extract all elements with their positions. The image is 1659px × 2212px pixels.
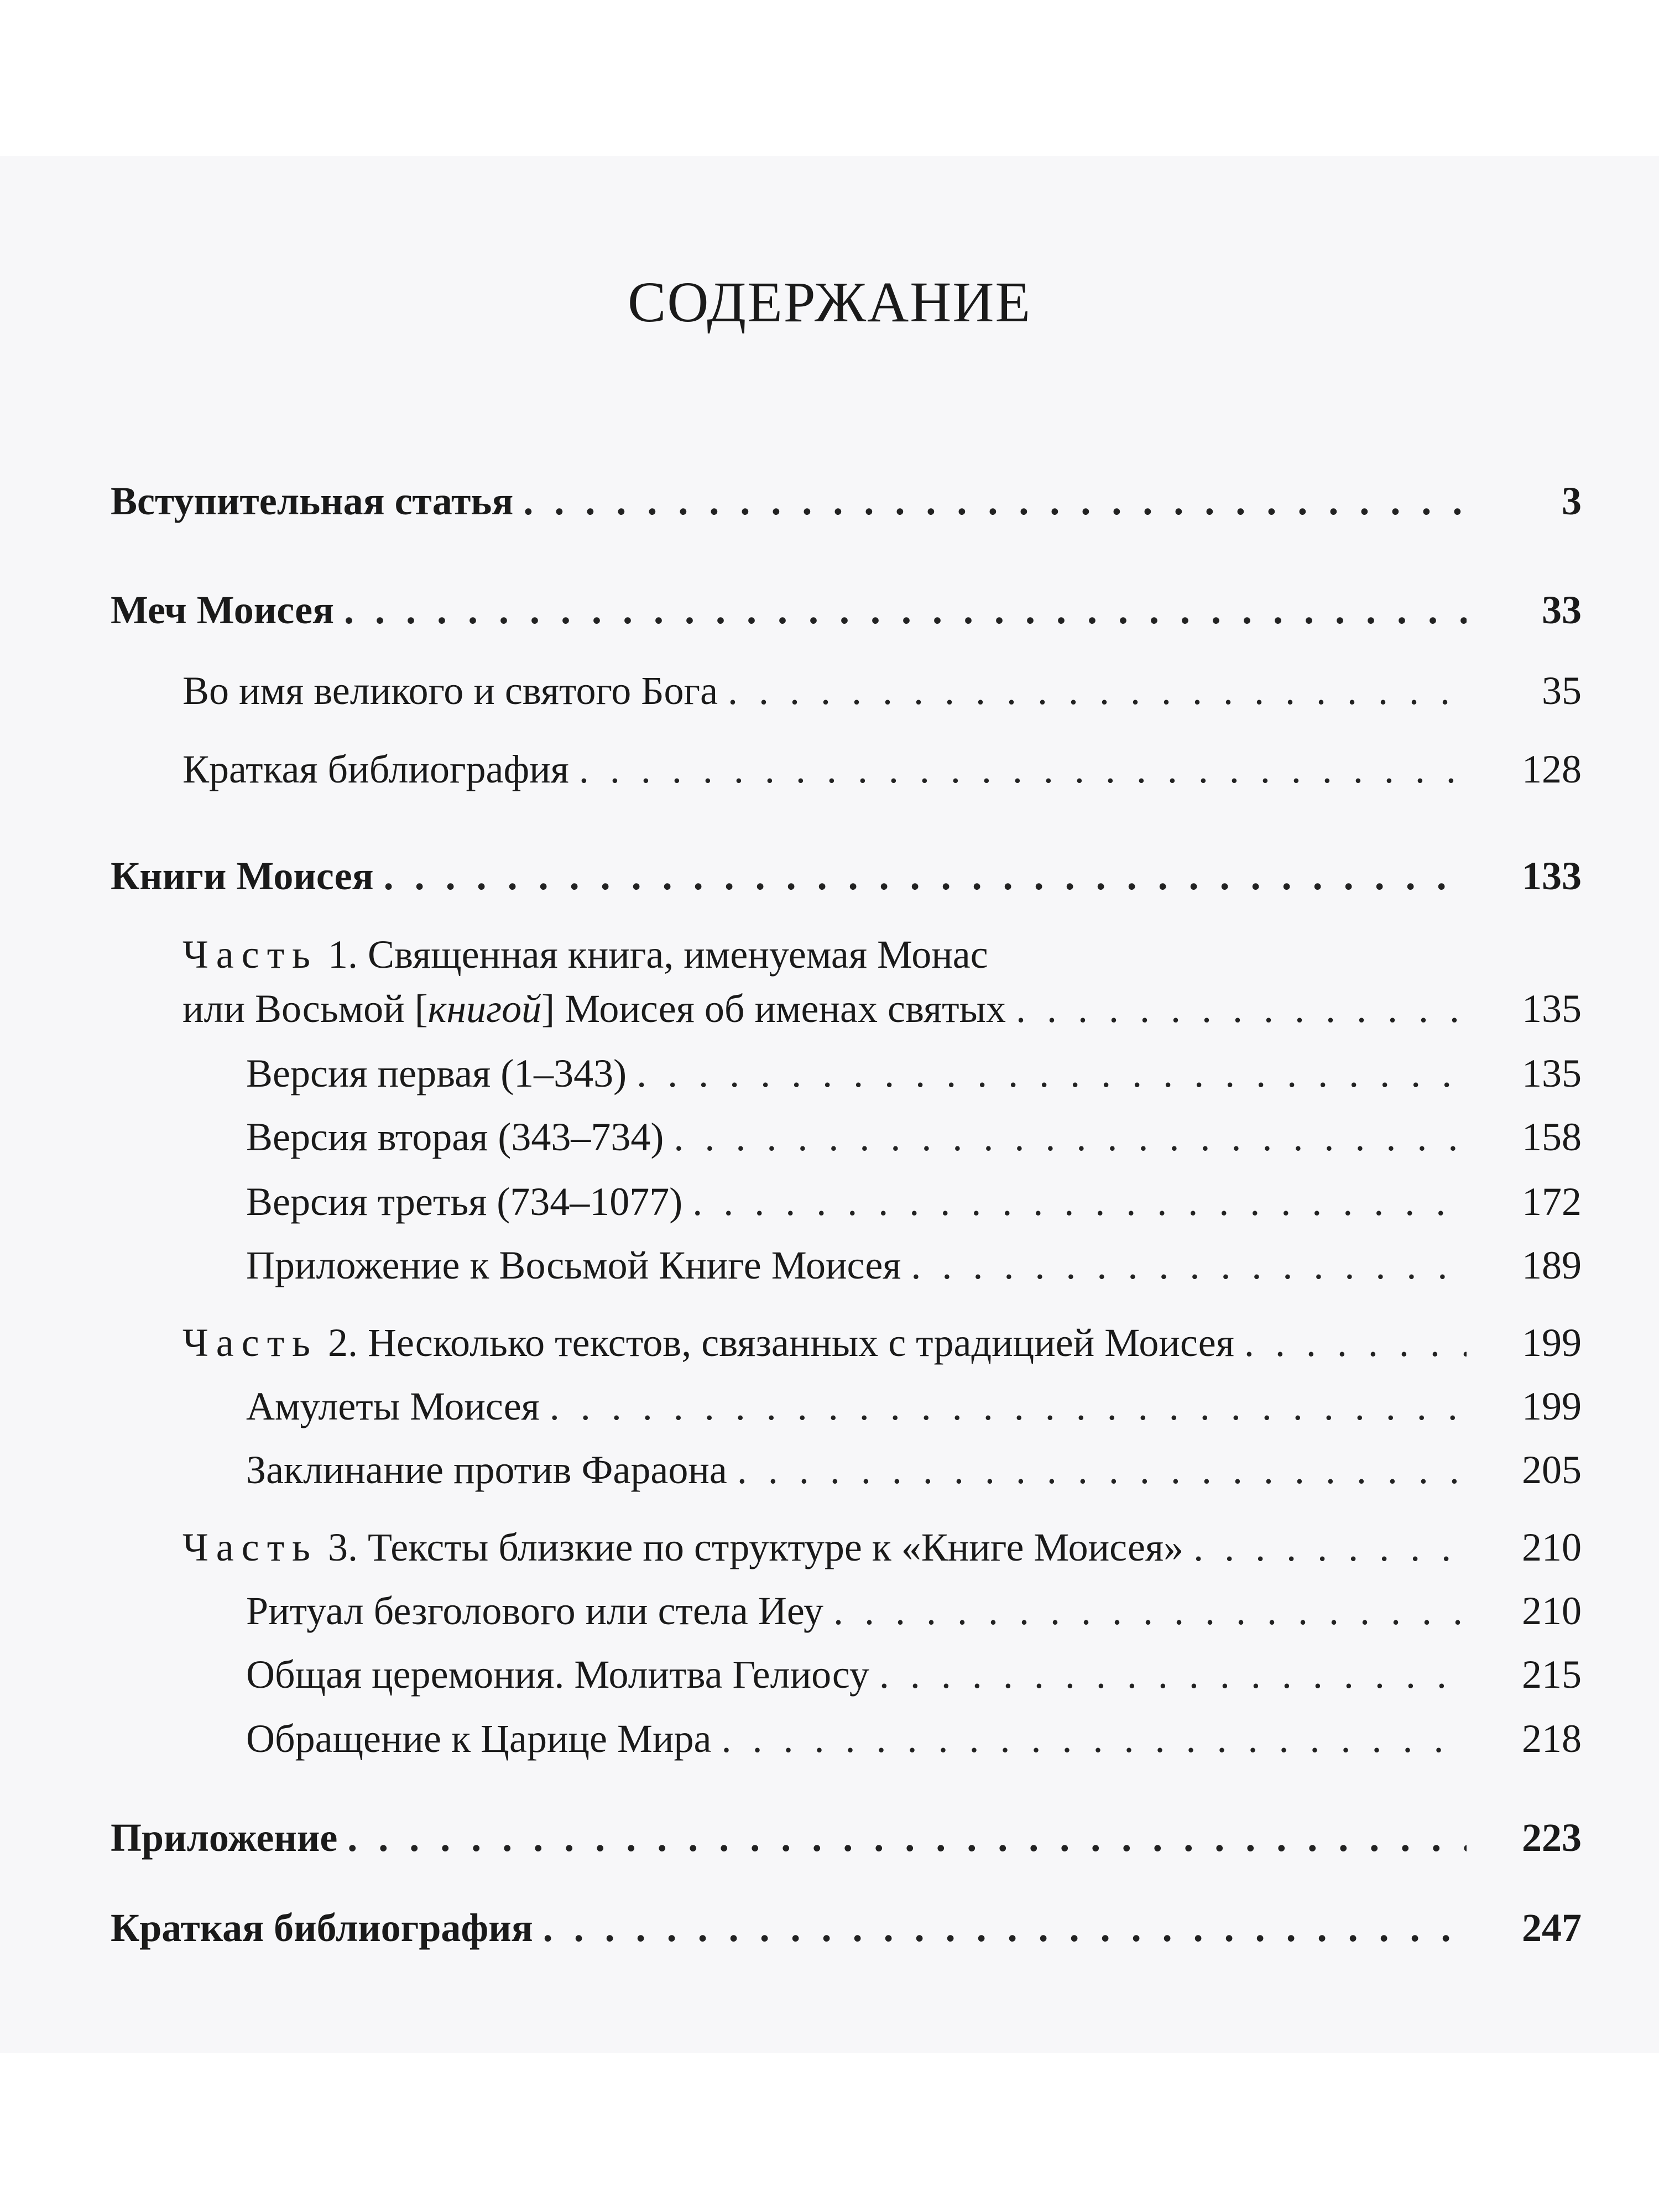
toc-entry-v2[interactable]	[246, 1117, 1582, 1157]
toc-entry-part3[interactable]	[182, 1527, 1582, 1567]
toc-entry-intro[interactable]	[111, 481, 1582, 521]
toc-page-number: 135	[1522, 987, 1582, 1031]
toc-entry-label: Версия вторая (343–734)	[246, 1115, 664, 1159]
part-title: 2. Несколько текстов, связанных с традицией Моисея	[328, 1321, 1234, 1365]
toc-page-number: 199	[1522, 1384, 1582, 1428]
toc-entry-label: Обращение к Царице Мира	[246, 1717, 712, 1761]
dot-leader	[692, 1182, 1467, 1222]
toc-page-number: 215	[1522, 1652, 1582, 1697]
toc-entry-label: Заклинание против Фараона	[246, 1448, 727, 1492]
toc-page-number: 205	[1522, 1448, 1582, 1492]
toc-page-number: 247	[1522, 1906, 1582, 1950]
dot-leader	[1193, 1527, 1467, 1567]
toc-entry-label	[182, 1323, 1234, 1363]
part-prefix: Часть	[182, 932, 319, 977]
dot-leader	[674, 1117, 1467, 1157]
toc-entry-label	[182, 1527, 1183, 1567]
dot-leader	[579, 749, 1467, 789]
dot-leader	[721, 1719, 1467, 1759]
toc-entry-biblio[interactable]	[111, 1908, 1582, 1948]
part-prefix: Часть	[182, 1321, 319, 1365]
dot-leader	[637, 1053, 1467, 1093]
toc-page-number: 3	[1562, 479, 1582, 523]
dot-leader	[344, 590, 1467, 630]
part-prefix: Часть	[182, 1525, 319, 1569]
toc-page-number: 189	[1522, 1243, 1582, 1287]
toc-entry-label: Краткая библиография	[111, 1906, 533, 1950]
toc-entry-label: Во имя великого и святого Бога	[182, 669, 718, 713]
toc-entry-v3[interactable]	[246, 1182, 1582, 1222]
toc-entry-label: Приложение к Восьмой Книге Моисея	[246, 1243, 901, 1287]
dot-leader	[347, 1818, 1467, 1858]
toc-entry-label: Версия третья (734–1077)	[246, 1180, 683, 1224]
toc-page-number: 135	[1522, 1051, 1582, 1095]
toc-entry-queen[interactable]	[246, 1719, 1582, 1759]
toc-entry-label: Амулеты Моисея	[246, 1384, 540, 1428]
dot-leader	[550, 1386, 1467, 1426]
toc-entry-v1[interactable]	[246, 1053, 1582, 1093]
toc-page-number: 210	[1522, 1525, 1582, 1569]
toc-page-number: 223	[1522, 1815, 1582, 1860]
toc-page-number: 133	[1522, 854, 1582, 898]
toc-entry-label: Меч Моисея	[111, 588, 335, 632]
dot-leader	[911, 1245, 1467, 1285]
dot-leader	[728, 671, 1467, 711]
toc-entry-label: Краткая библиография	[182, 747, 569, 791]
label-part: ] Моисея об именах святых	[541, 987, 1006, 1031]
dot-leader	[879, 1655, 1467, 1694]
toc-entry-label: Общая церемония. Молитва Гелиосу	[246, 1652, 869, 1697]
toc-page-number: 210	[1522, 1589, 1582, 1633]
toc-entry-label: Приложение	[111, 1815, 338, 1860]
toc-entry-part2[interactable]	[182, 1323, 1582, 1363]
part-title: 1. Священная книга, именуемая Монас	[328, 932, 988, 977]
dot-leader	[1016, 989, 1467, 1029]
toc-page-number: 172	[1522, 1180, 1582, 1224]
toc-page-number: 158	[1522, 1115, 1582, 1159]
toc-entry-label: Ритуал безголового или стела Иеу	[246, 1589, 823, 1633]
toc-entry-sword[interactable]	[111, 590, 1582, 630]
dot-leader	[543, 1908, 1467, 1948]
part-title: 3. Тексты близкие по структуре к «Книге Моисея»	[328, 1525, 1184, 1569]
toc-entry-ceremony[interactable]	[246, 1652, 1582, 1697]
book-page	[0, 156, 1659, 2053]
label-part: или Восьмой [	[182, 987, 428, 1031]
toc-page-number: 33	[1542, 588, 1582, 632]
toc-entry-label: Вступительная статья	[111, 479, 514, 523]
toc-entry-label	[182, 989, 1006, 1029]
toc-part1-line1[interactable]	[182, 932, 988, 977]
toc-entry-pharaoh[interactable]	[246, 1450, 1582, 1490]
toc-page-number: 199	[1522, 1321, 1582, 1365]
dot-leader	[523, 481, 1467, 521]
toc-entry-books[interactable]	[111, 856, 1582, 896]
toc-entry-appendix[interactable]	[111, 1815, 1582, 1860]
label-italic: книгой	[427, 987, 542, 1031]
toc-entry-label: Версия первая (1–343)	[246, 1051, 627, 1095]
toc-entry-ritual[interactable]	[246, 1591, 1582, 1631]
toc-page-number: 128	[1522, 747, 1582, 791]
dot-leader	[1244, 1323, 1467, 1363]
toc-entry-sword-2[interactable]	[182, 749, 1582, 789]
toc-entry-label: Книги Моисея	[111, 854, 374, 898]
dot-leader	[833, 1591, 1467, 1631]
page-title: СОДЕРЖАНИЕ	[628, 270, 1031, 334]
dot-leader	[737, 1450, 1467, 1490]
dot-leader	[384, 856, 1467, 896]
toc-entry-app8[interactable]	[246, 1245, 1582, 1285]
toc-entry-part1[interactable]	[182, 989, 1582, 1029]
toc-page-number: 35	[1542, 669, 1582, 713]
toc-page-number: 218	[1522, 1717, 1582, 1761]
toc-entry-amulets[interactable]	[246, 1386, 1582, 1426]
toc-entry-sword-1[interactable]	[182, 671, 1582, 711]
